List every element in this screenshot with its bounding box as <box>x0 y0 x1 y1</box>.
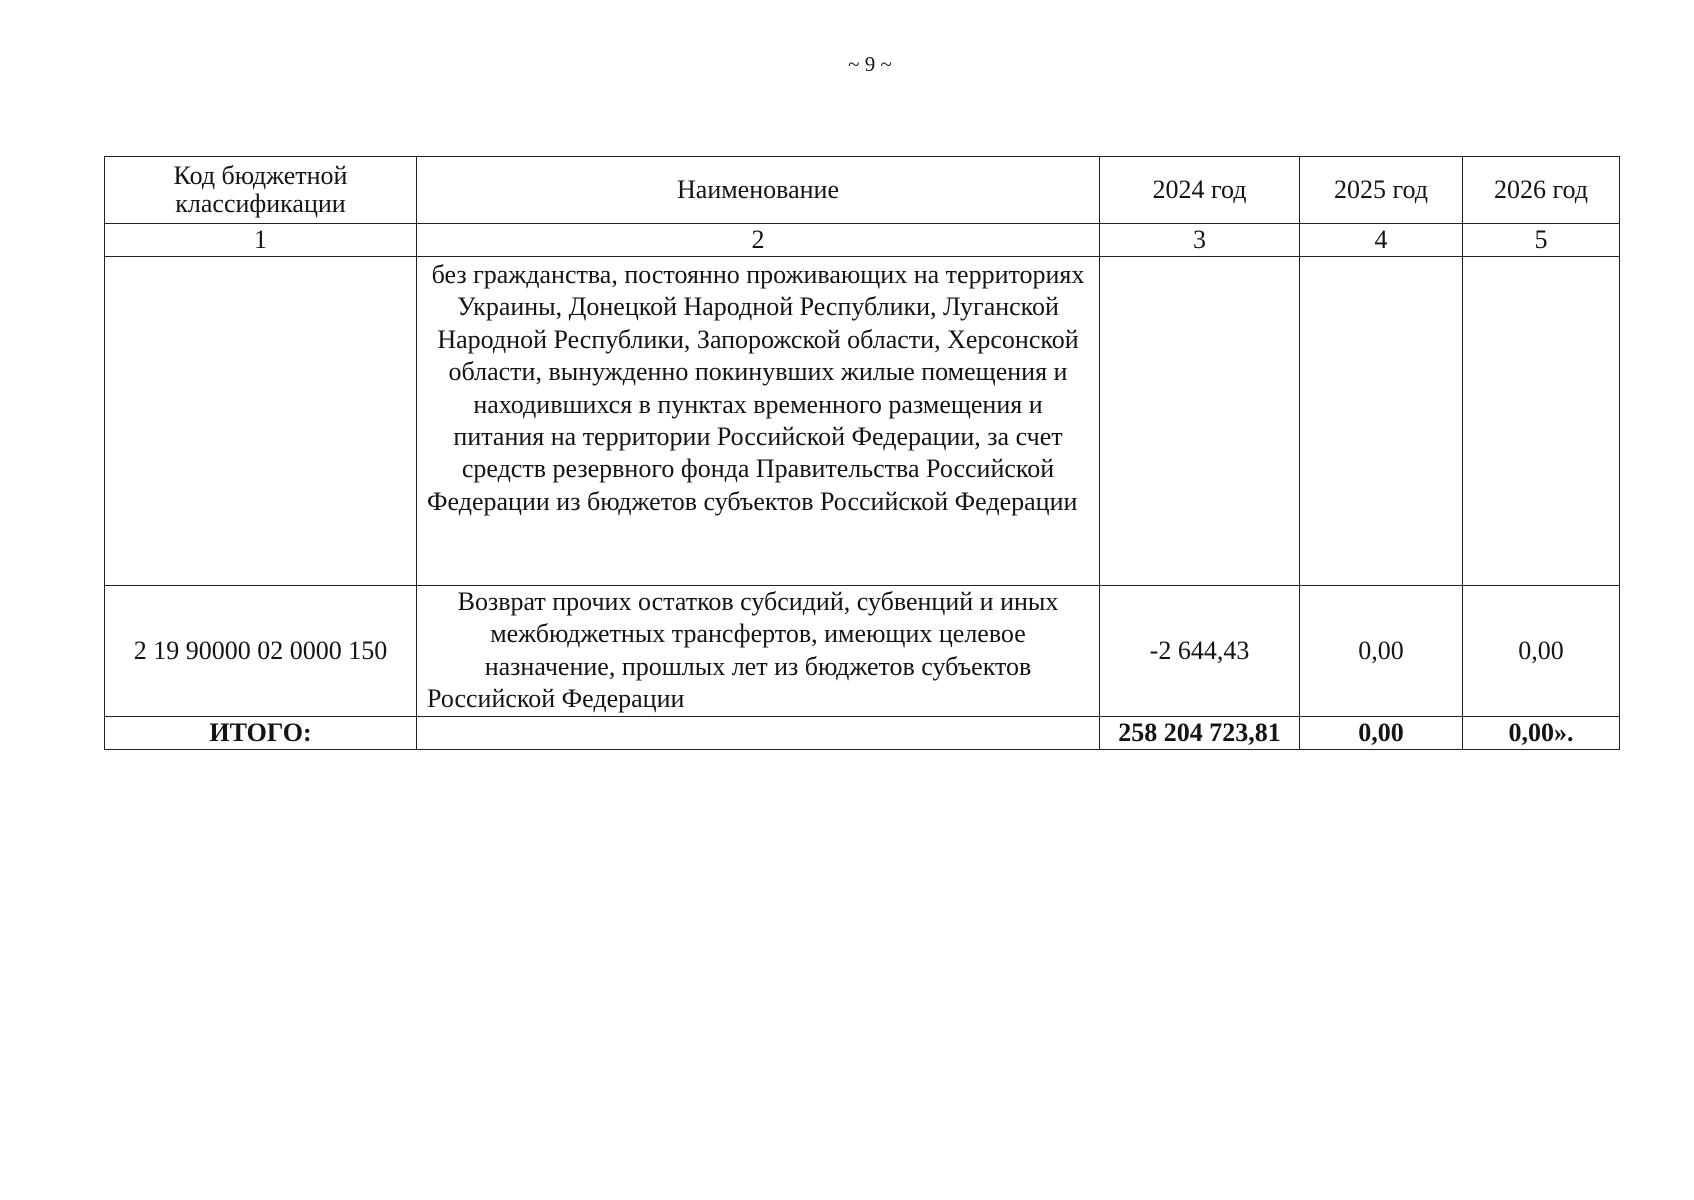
row-name: Возврат прочих остатков субсидий, субвенций и иных межбюджетных трансфертов, имеющих целевое назначение, прошлых лет из бюджетов субъектов Российской Федерации <box>417 586 1100 717</box>
page-number: ~ 9 ~ <box>848 52 892 76</box>
row-value-2024 <box>1100 257 1300 586</box>
header-name: Наименование <box>417 157 1100 224</box>
column-number: 2 <box>417 224 1100 257</box>
row-code: 2 19 90000 02 0000 150 <box>105 586 417 717</box>
table-header-row <box>105 157 1620 224</box>
column-number: 4 <box>1300 224 1463 257</box>
budget-table <box>104 156 1620 750</box>
total-value-2025: 0,00 <box>1300 716 1463 749</box>
total-row <box>105 716 1620 749</box>
header-2024: 2024 год <box>1100 157 1300 224</box>
column-number: 1 <box>105 224 417 257</box>
row-value-2026: 0,00 <box>1463 586 1620 717</box>
row-code <box>105 257 417 586</box>
total-value-2026: 0,00». <box>1463 716 1620 749</box>
table-row <box>105 257 1620 586</box>
table-row <box>105 586 1620 717</box>
total-value-2024: 258 204 723,81 <box>1100 716 1300 749</box>
total-label: ИТОГО: <box>105 716 417 749</box>
row-value-2025 <box>1300 257 1463 586</box>
column-number: 3 <box>1100 224 1300 257</box>
header-2025: 2025 год <box>1300 157 1463 224</box>
row-value-2025: 0,00 <box>1300 586 1463 717</box>
header-2026: 2026 год <box>1463 157 1620 224</box>
total-name <box>417 716 1100 749</box>
header-code: Код бюджетной классификации <box>105 157 417 224</box>
row-name: без гражданства, постоянно проживающих на территориях Украины, Донецкой Народной Республики, Луганской Народной Республики, Запорожской области, Херсонской области, вынужденно покинувших жилые помещения и находившихся в пунктах временного размещения и питания на территории Российской Федерации, за счет средств резервного фонда Правительства Российской Федерации из бюджетов субъектов Российской Федерации <box>417 257 1100 586</box>
row-value-2026 <box>1463 257 1620 586</box>
row-value-2024: -2 644,43 <box>1100 586 1300 717</box>
column-number: 5 <box>1463 224 1620 257</box>
column-number-row <box>105 224 1620 257</box>
